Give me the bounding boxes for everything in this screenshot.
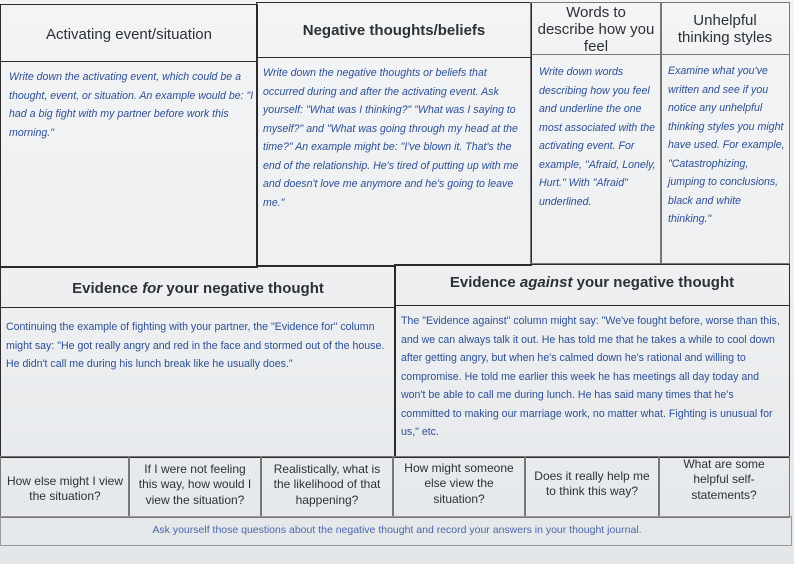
question-2: If I were not feeling this way, how would I view the situation? [138,461,252,507]
words-text: Write down words describing how you feel and underline the one most associated with the activating event. For example, "Afraid, Lonely, Hurt." With "Afraid" underlined. [539,66,656,208]
question-3: Realistically, what is the likelihood of that happening? [273,461,381,507]
question-4: How might someone else view the situation? [404,460,514,506]
negative-text: Write down the negative thoughts or beliefs that occurred during and after the activating event. Ask yourself: "What was I thinking?" "What was I saying to myself?" and "What was going through my head at the time?" An example might be: "I've blown it. That's the end of the relationship. He's tired of putting up with me and doesn't love me anymore and he's going to leave me." [263,67,519,209]
evidence-for-header-pre: Evidence [72,279,143,297]
unhelpful-text: Examine what you've written and see if you notice any unhelpful thinking styles you might have used. For example, "Catastrophizing, jumping to conclusions, black and white thinking." [668,65,785,225]
evidence-for-header [0,268,396,308]
evidence-against-header-pre: Evidence [449,273,520,291]
evidence-for-header-em: for [142,279,163,297]
words-header: Words to describe how you feel [537,3,655,55]
evidence-against-header-post: your negative thought [572,273,735,291]
question-6: What are some helpful self-statements? [683,456,765,502]
activating-text: Write down the activating event, which could be a thought, event, or situation. An example would be: "I had a big fight with my partner before work this morning." [9,71,254,139]
evidence-against-header [394,262,790,302]
negative-header: Negative thoughts/beliefs [302,21,486,39]
evidence-for-header-post: your negative thought [162,279,324,297]
evidence-against-header-em: against [519,273,573,291]
unhelpful-header: Unhelpful thinking styles [677,12,773,46]
question-1: How else might I view the situation? [6,473,124,503]
evidence-for-text: Continuing the example of fighting with your partner, the "Evidence for" column might say: "He got really angry and red in the face and stormed out of the house. He didn't call me during his lunch break like he usually does." [6,321,385,370]
question-5: Does it really help me to think this way? [534,468,650,498]
footer-instruction: Ask yourself those questions about the negative thought and record your answers in your thought journal. [152,524,642,536]
evidence-against-text: The "Evidence against" column might say: "We've fought before, worse than this, and we can always talk it out. He has told me that he takes a while to cool down after getting angry, but when he's calmed down he's rational and willing to compromise. He told me earlier this week he has meetings all day today and won't be able to call me during lunch. He has said many times that he's committed to making our marriage work, no matter what. Fighting is unusual for us," etc. [401,315,780,438]
activating-header: Activating event/situation [46,25,212,43]
